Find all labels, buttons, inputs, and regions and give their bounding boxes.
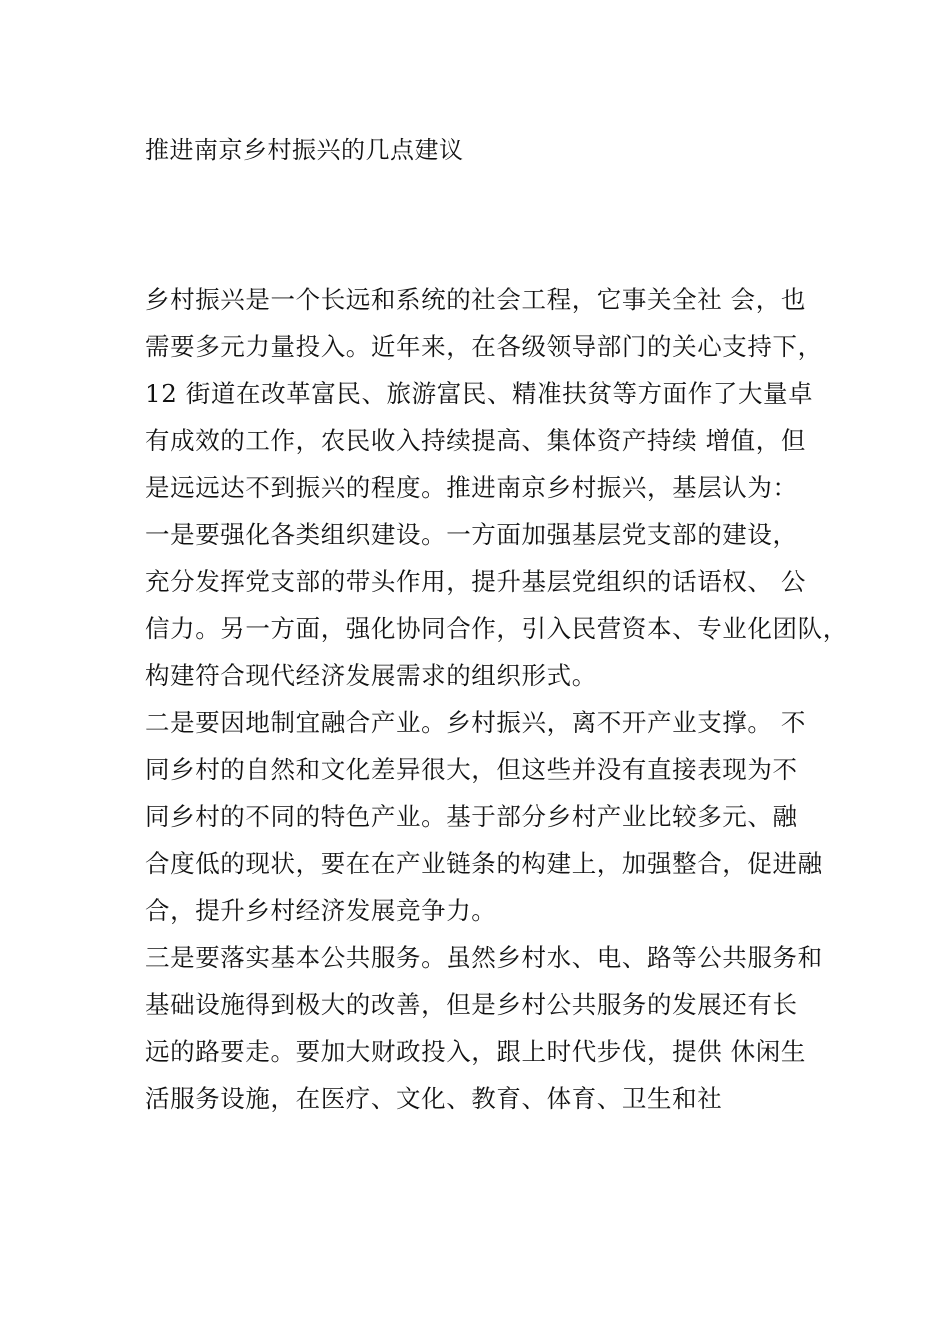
body-line: 乡村振兴是一个长远和系统的社会工程，它事关全社 会，也 <box>145 285 806 314</box>
body-line: 远的路要走。要加大财政投入，跟上时代步伐，提供 休闲生 <box>145 1037 806 1066</box>
body-line: 合度低的现状，要在在产业链条的构建上，加强整合，促进融 <box>145 849 823 878</box>
body-line: 同乡村的自然和文化差异很大，但这些并没有直接表现为不 <box>145 755 798 784</box>
body-line: 同乡村的不同的特色产业。基于部分乡村产业比较多元、融 <box>145 802 798 831</box>
body-line: 三是要落实基本公共服务。虽然乡村水、电、路等公共服务和 <box>145 943 823 972</box>
body-line: 一是要强化各类组织建设。一方面加强基层党支部的建设， <box>145 520 798 549</box>
body-line: 活服务设施，在医疗、文化、教育、体育、卫生和社 <box>145 1084 723 1113</box>
body-line: 需要多元力量投入。近年来，在各级领导部门的关心支持下， <box>145 332 823 361</box>
body-line: 12 街道在改革富民、旅游富民、精准扶贫等方面作了大量卓 <box>145 379 814 408</box>
body-line: 基础设施得到极大的改善，但是乡村公共服务的发展还有长 <box>145 990 798 1019</box>
body-line: 合，提升乡村经济发展竞争力。 <box>145 896 497 925</box>
body-line: 是远远达不到振兴的程度。推进南京乡村振兴，基层认为： <box>145 473 798 502</box>
document-title: 推进南京乡村振兴的几点建议 <box>145 136 464 164</box>
document-body <box>145 276 848 1122</box>
body-line: 充分发挥党支部的带头作用，提升基层党组织的话语权、 公 <box>145 567 806 596</box>
body-line: 有成效的工作，农民收入持续提高、集体资产持续 增值，但 <box>145 426 806 455</box>
body-line: 构建符合现代经济发展需求的组织形式。 <box>145 661 597 690</box>
body-line: 二是要因地制宜融合产业。乡村振兴，离不开产业支撑。 不 <box>145 708 806 737</box>
body-line: 信力。另一方面，强化协同合作，引入民营资本、专业化团队， <box>145 614 848 643</box>
